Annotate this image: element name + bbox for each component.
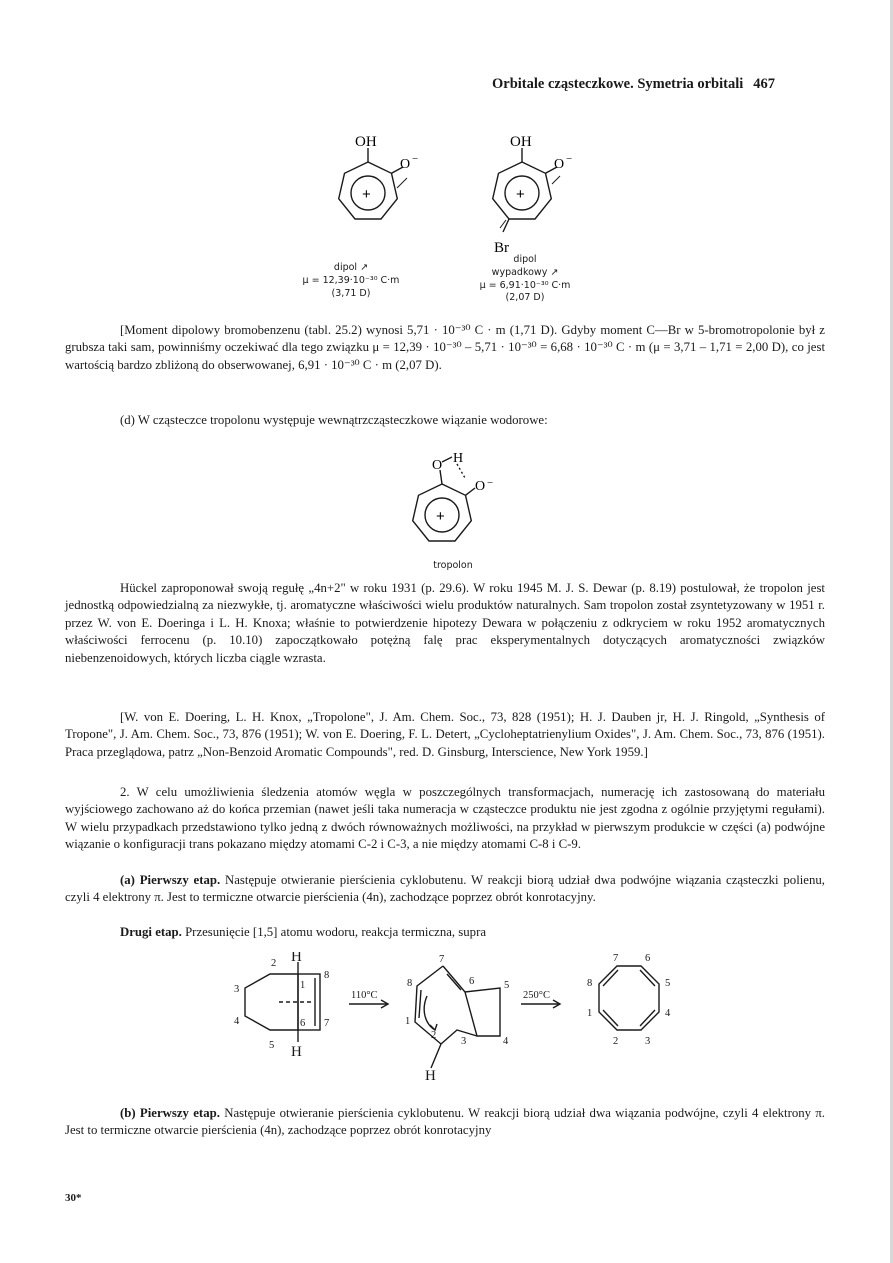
dipole-arrow-right <box>552 176 560 184</box>
prod-label-2: 2 <box>613 1036 619 1047</box>
caption-right-l3: μ = 6,91·10⁻³⁰ C·m <box>479 279 571 291</box>
caption-left-l2: μ = 12,39·10⁻³⁰ C·m <box>302 274 400 286</box>
mid-label-7: 7 <box>439 954 445 965</box>
tropolon-o: O <box>432 458 443 473</box>
svg-text:−: − <box>412 153 419 165</box>
prod-label-3: 3 <box>645 1036 651 1047</box>
oh-label-right: OH <box>510 134 532 150</box>
six-membered-ring <box>245 974 298 1030</box>
paragraph-step-a <box>65 872 825 907</box>
h-bottom: H <box>291 1044 302 1060</box>
reaction-scheme-svg <box>225 952 705 1084</box>
label-6: 6 <box>300 1018 306 1029</box>
caption-right <box>470 254 580 305</box>
svg-text:−: − <box>566 153 573 165</box>
mid-label-1: 1 <box>405 1016 411 1027</box>
plus-right: + <box>516 186 525 203</box>
o-minus-left: O <box>400 157 411 172</box>
reaction-scheme <box>225 952 705 1084</box>
caption-right-l2: wypadkowy ↗ <box>491 266 559 278</box>
second-step-text: Przesunięcie [1,5] atomu wodoru, reakcja termiczna, supra <box>185 925 487 939</box>
dipole-arrow-left <box>397 178 407 188</box>
paragraph-numbering: 2. W celu umożliwienia śledzenia atomów węgla w poszczególnych transformacjach, numerację ich zastosowaną do materiału wyjściowego zachowano aż do końca przemian (nawet jeśli taka numeracja w cząsteczce produktu nie jest zgodna z ogólnie przyjętymi regułami). W wielu przypadkach przedstawiono tylko jedną z dwóch równoważnych możliwości, na przykład w pierwszym produkcie w części (a) podwójne wiązanie o konfiguracji trans pokazano między atomami C-2 i C-3, a nie między atomami C-8 i C-9. <box>65 785 825 852</box>
header-title: Orbitale cząsteczkowe. Symetria orbitali <box>492 76 744 92</box>
tropolon-structure <box>395 448 515 558</box>
mid-label-8: 8 <box>407 978 413 989</box>
label-8: 8 <box>324 970 330 981</box>
label-5: 5 <box>269 1040 275 1051</box>
label-7: 7 <box>324 1018 330 1029</box>
mid-label-4: 4 <box>503 1036 509 1047</box>
tropolon-plus: + <box>436 508 445 525</box>
dipole-structures <box>300 120 620 270</box>
caption-right-l1: dipol <box>513 254 537 265</box>
condition-110: 110°C <box>351 990 378 1001</box>
paragraph-step-b <box>65 1105 825 1140</box>
svg-text:−: − <box>487 477 494 489</box>
tropolon-caption: tropolon <box>433 560 473 571</box>
hydrogen-bond-dots <box>457 464 465 478</box>
step-b-text: Następuje otwieranie pierścienia cyklobutenu. W reakcji biorą udział dwa wiązania podwójne, czyli 4 elektrony π. Jest to termiczne otwarcie pierścienia (4n), zachodzące poprzez obrót konrotacyjny <box>65 1106 825 1138</box>
oh-label-left: OH <box>355 134 377 150</box>
mid-label-3: 3 <box>461 1036 467 1047</box>
h-top: H <box>291 952 302 965</box>
step-a-label: (a) Pierwszy etap. <box>120 873 221 887</box>
cyclooctatetraene-ring <box>599 966 659 1030</box>
paragraph-dipole-moment: [Moment dipolowy bromobenzenu (tabl. 25.2) wynosi 5,71 · 10⁻³⁰ C · m (1,71 D). Gdyby moment C—Br w 5-bromotropolonie był z grubsza taki sam, powinniśmy oczekiwać dla tego związku μ = 12,39 · 10⁻³⁰ – 5,71 · 10⁻³⁰ = 6,68 · 10⁻³⁰ C · m (μ = 3,71 – 1,71 = 2,00 D), co jest wartością bardzo zbliżoną do obserwowanej, 6,91 · 10⁻³⁰ C · m (2,07 D). <box>65 323 825 372</box>
second-step-label: Drugi etap. <box>120 925 182 939</box>
plus-left: + <box>362 186 371 203</box>
label-2: 2 <box>271 958 277 969</box>
paragraph-huckel: Hückel zaproponował swoją regułę „4n+2" w roku 1931 (p. 29.6). W roku 1945 M. J. S. Dewar (p. 8.19) postulował, że tropolon jest jednostką odpowiedzialną za niezwykłe, tj. aromatyczne właściwości wielu produktów naturalnych. Sam tropolon został zsyntetyzowany w 1951 r. przez W. von E. Doeringa i L. H. Knoxa; właśnie to potwierdzenie hipotezy Dewara w połączeniu z odkryciem w roku 1952 aromatycznych właściwości ferrocenu (p. 10.10) zapoczątkowało potężną falę prac eksperymentalnych dotyczących aromatyczności związków niebenzenoidowych, których liczba ciągle wzrasta. <box>65 581 825 665</box>
label-1: 1 <box>300 980 306 991</box>
curved-arrow <box>424 996 435 1030</box>
prod-label-1: 1 <box>587 1008 593 1019</box>
tropolon-h: H <box>453 451 464 466</box>
figure-tropolone-dipoles <box>300 120 620 270</box>
paragraph-hydrogen-bond: (d) W cząsteczce tropolonu występuje wewnątrzcząsteczkowe wiązanie wodorowe: <box>120 413 548 427</box>
step-b-label: (b) Pierwszy etap. <box>120 1106 220 1120</box>
caption-left-l1: dipol ↗ <box>333 262 369 273</box>
paragraph-references: [W. von E. Doering, L. H. Knox, „Tropolone", J. Am. Chem. Soc., 73, 828 (1951); H. J. Dauben jr, H. J. Ringold, „Synthesis of Tropone", J. Am. Chem. Soc., 73, 876 (1951); W. von E. Doering, F. L. Detert, „Cycloheptatrienylium Oxides", J. Am. Chem. Soc., 73, 876 (1951). Praca przeglądowa, patrz „Non-Benzoid Aromatic Compounds", red. D. Ginsburg, Interscience, New York 1959.] <box>65 710 825 759</box>
prod-label-8: 8 <box>587 978 593 989</box>
label-4: 4 <box>234 1016 240 1027</box>
prod-label-7: 7 <box>613 953 619 964</box>
page-number: 467 <box>753 76 776 92</box>
condition-250: 250°C <box>523 990 550 1001</box>
mid-label-2: 2 <box>431 1030 437 1041</box>
footer-signature: 30* <box>65 1192 82 1204</box>
prod-label-4: 4 <box>665 1008 671 1019</box>
br-label: Br <box>494 240 509 256</box>
mid-label-5: 5 <box>504 980 510 991</box>
step-a-text: Następuje otwieranie pierścienia cyklobutenu. W reakcji biorą udział dwa podwójne wiązania cząsteczki polienu, czyli 4 elektrony π. Jest to termiczne otwarcie pierścienia (4n), zachodzące poprzez obrót konrotacyjny. <box>65 873 825 905</box>
caption-right-l4: (2,07 D) <box>505 292 545 304</box>
prod-label-5: 5 <box>665 978 671 989</box>
mid-label-6: 6 <box>469 976 475 987</box>
caption-left-l3: (3,71 D) <box>331 287 371 299</box>
figure-tropolon <box>395 448 515 558</box>
label-3: 3 <box>234 984 240 995</box>
paragraph-second-step <box>120 924 820 941</box>
running-header <box>492 76 775 93</box>
o-minus-right: O <box>554 157 565 172</box>
caption-left <box>296 262 406 300</box>
prod-label-6: 6 <box>645 953 651 964</box>
h-mid: H <box>425 1068 436 1084</box>
tropolon-o-minus: O <box>475 479 486 494</box>
